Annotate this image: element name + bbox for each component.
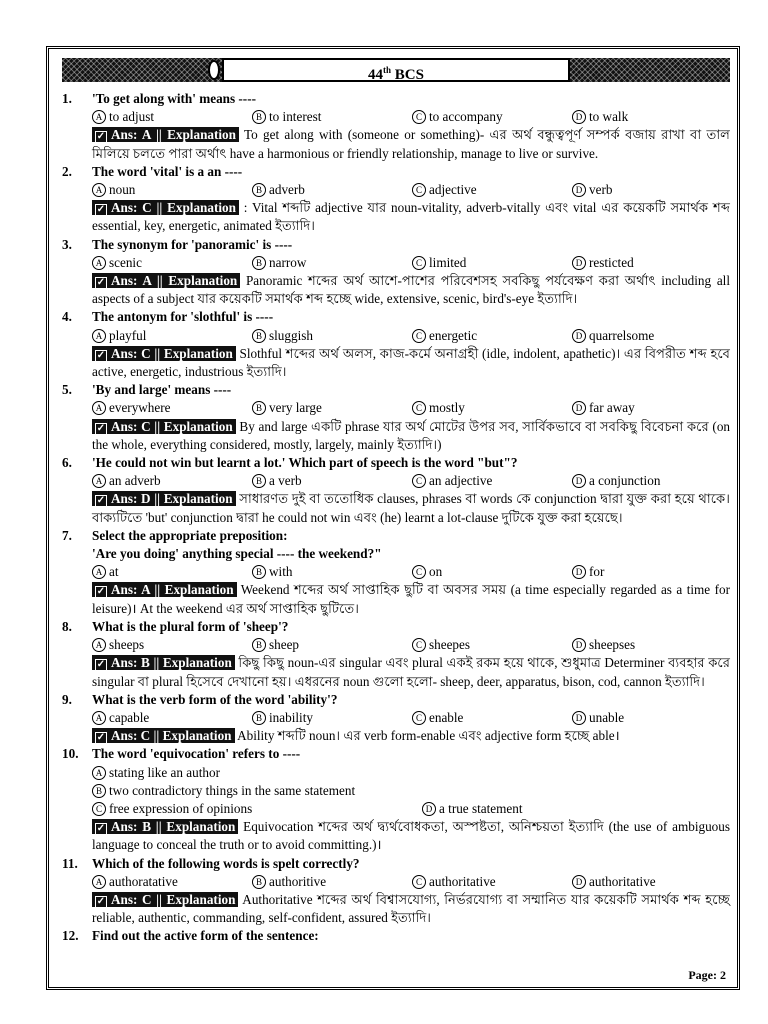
- option-letter-icon: C: [412, 183, 426, 197]
- option-b: [252, 181, 412, 199]
- question-text: 'By and large' means ----: [92, 382, 232, 398]
- option-row: [62, 108, 730, 126]
- question-text: Which of the following words is spelt correctly?: [92, 855, 360, 871]
- question-text: What is the plural form of 'sheep'?: [92, 618, 289, 634]
- option-c: [412, 327, 572, 345]
- question-number: 7.: [62, 527, 72, 543]
- option-c: [412, 399, 572, 417]
- option-c: [412, 563, 572, 581]
- option-d: [572, 563, 732, 581]
- option-letter-icon: A: [92, 711, 106, 725]
- option-text: sheepses: [589, 637, 636, 653]
- option-text: authoritative: [429, 873, 496, 889]
- option-letter-icon: D: [572, 474, 586, 488]
- answer-explanation: [62, 581, 730, 617]
- checkbox-icon: ✓: [96, 659, 106, 671]
- question-5: [62, 381, 730, 454]
- answer-badge: ✓ Ans: B || Explanation: [92, 819, 238, 834]
- option-b: [252, 873, 412, 891]
- option-b: [252, 399, 412, 417]
- option-b: [252, 472, 412, 490]
- question-number: 1.: [62, 91, 72, 106]
- answer-explanation: [62, 199, 730, 235]
- option-a: [92, 327, 252, 345]
- answer-badge: ✓ Ans: C || Explanation: [92, 728, 235, 743]
- option-d: [572, 254, 732, 272]
- question-number: 12.: [62, 928, 79, 944]
- question-head: [62, 236, 730, 254]
- checkbox-icon: ✓: [96, 131, 106, 143]
- question-text: What is the verb form of the word 'ability'?: [92, 691, 338, 707]
- option-d: [572, 108, 732, 126]
- option-a: [92, 765, 220, 780]
- page-header: [62, 58, 730, 82]
- checkbox-icon: ✓: [96, 732, 106, 744]
- question-text: Find out the active form of the sentence:: [92, 928, 319, 944]
- option-text: at: [109, 564, 119, 580]
- option-letter-icon: B: [252, 474, 266, 488]
- option-letter-icon: D: [572, 638, 586, 652]
- question-number: 5.: [62, 382, 72, 398]
- option-letter-icon: C: [412, 401, 426, 415]
- option-text: inability: [269, 709, 313, 725]
- checkbox-icon: ✓: [96, 277, 106, 289]
- option-a: [92, 472, 252, 490]
- option-letter-icon: B: [252, 183, 266, 197]
- option-text: quarrelsome: [589, 327, 655, 343]
- option-row: [62, 472, 730, 490]
- explanation-text: Equivocation শব্দের অর্থ দ্ব্যর্থবোধকতা, অস্পষ্টতা, অনিশ্চয়তা ইত্যাদি (the use of ambiguous language to conceal the truth or to avoid committing.)।: [92, 819, 730, 853]
- option-text: an adverb: [109, 473, 161, 489]
- page-title: 44th BCS: [222, 58, 570, 82]
- option-text: authoritive: [269, 873, 327, 889]
- checkbox-icon: ✓: [96, 586, 106, 598]
- question-10: [62, 745, 730, 854]
- question-text: The synonym for 'panoramic' is ----: [92, 236, 293, 252]
- option-letter-icon: D: [422, 802, 436, 816]
- option-letter-icon: C: [412, 638, 426, 652]
- option-c: [412, 873, 572, 891]
- option-c: [412, 636, 572, 654]
- question-text-2: 'Are you doing' anything special ---- the weekend?": [92, 546, 382, 562]
- answer-explanation: [62, 272, 730, 308]
- explanation-text: সাধারণত দুই বা ততোধিক clauses, phrases বা words কে conjunction দ্বারা যুক্ত করা হয়ে থাকে। বাক্যটিতে 'but' conjunction দ্বারা he could not win এবং (he) learnt a lot-clause দুটিকে যুক্ত করা হয়েছে।: [92, 491, 731, 525]
- option-text: for: [589, 564, 605, 580]
- question-number: 2.: [62, 163, 72, 179]
- option-row: [62, 636, 730, 654]
- option-d: [572, 181, 732, 199]
- answer-badge: ✓ Ans: C || Explanation: [92, 892, 238, 907]
- header-decor-right: [570, 58, 730, 82]
- header-knot-left: [208, 60, 220, 80]
- page-number: Page: 2: [688, 968, 726, 982]
- option-b: [252, 108, 412, 126]
- option-text: free expression of opinions: [109, 800, 253, 816]
- option-letter-icon: B: [252, 329, 266, 343]
- option-text: mostly: [429, 400, 465, 416]
- option-c: [412, 472, 572, 490]
- option-b: [252, 563, 412, 581]
- question-7: [62, 527, 730, 618]
- option-row: [62, 254, 730, 272]
- option-letter-icon: A: [92, 110, 106, 124]
- option-b: [252, 254, 412, 272]
- option-letter-icon: D: [572, 110, 586, 124]
- option-row: [62, 873, 730, 891]
- option-c: [412, 709, 572, 727]
- answer-badge: ✓ Ans: C || Explanation: [92, 200, 239, 215]
- option-row: [62, 181, 730, 199]
- option-c: [92, 801, 252, 816]
- question-head: [62, 927, 730, 945]
- option-letter-icon: A: [92, 565, 106, 579]
- option-text: enable: [429, 709, 464, 725]
- option-text: to accompany: [429, 109, 503, 125]
- question-head: [62, 745, 730, 763]
- option-a: [92, 108, 252, 126]
- option-a: [92, 181, 252, 199]
- question-head-cont: [62, 545, 730, 563]
- option-text: everywhere: [109, 400, 171, 416]
- option-letter-icon: A: [92, 401, 106, 415]
- option-text: authoritative: [589, 873, 656, 889]
- option-letter-icon: C: [412, 565, 426, 579]
- option-text: playful: [109, 327, 147, 343]
- question-head: [62, 90, 730, 108]
- option-d: [572, 327, 732, 345]
- question-number: 10.: [62, 746, 79, 762]
- option-c: [412, 181, 572, 199]
- explanation-text: কিছু কিছু noun-এর singular এবং plural একই রকম হয়ে থাকে, শুধুমাত্র Determiner ব্যবহার করে singular বা plural হিসেবে দেখানো হয়। এধরনের noun গুলো হলো- sheep, deer, apparatus, bison, cod, cannon ইত্যাদি।: [92, 655, 730, 689]
- explanation-text: To get along with (someone or something)- এর অর্থ বন্ধুত্বপূর্ণ সম্পর্ক বজায় রাখা বা তাল মিলিয়ে চলতে পারা অর্থাৎ have a harmonious or friendly relationship, manage to live or survive.: [92, 127, 731, 161]
- option-letter-icon: B: [252, 638, 266, 652]
- question-head: [62, 454, 730, 472]
- option-row: [62, 764, 730, 782]
- option-letter-icon: A: [92, 329, 106, 343]
- option-letter-icon: A: [92, 474, 106, 488]
- option-text: sluggish: [269, 327, 313, 343]
- option-letter-icon: B: [252, 110, 266, 124]
- option-a: [92, 873, 252, 891]
- option-c: [412, 108, 572, 126]
- option-row: [62, 399, 730, 417]
- question-text: 'He could not win but learnt a lot.' Which part of speech is the word "but"?: [92, 455, 518, 471]
- question-head: [62, 308, 730, 326]
- question-text: The word 'equivocation' refers to ----: [92, 746, 301, 762]
- question-head: [62, 527, 730, 545]
- option-letter-icon: B: [252, 401, 266, 415]
- option-row: [62, 709, 730, 727]
- answer-badge: ✓ Ans: A || Explanation: [92, 582, 237, 597]
- option-row: [62, 782, 730, 800]
- question-text: The word 'vital' is a an ----: [92, 163, 243, 179]
- option-letter-icon: A: [92, 256, 106, 270]
- option-text: a conjunction: [589, 473, 661, 489]
- option-letter-icon: D: [572, 401, 586, 415]
- answer-badge: ✓ Ans: D || Explanation: [92, 491, 236, 506]
- question-text: Select the appropriate preposition:: [92, 527, 288, 543]
- option-text: authoratative: [109, 873, 178, 889]
- option-letter-icon: D: [572, 329, 586, 343]
- option-letter-icon: A: [92, 183, 106, 197]
- explanation-text: Panoramic শব্দের অর্থ আশে-পাশের পরিবেশসহ সবকিছু পর্যবেক্ষণ করা অর্থাৎ including all aspects of a subject যার কয়েকটি সমার্থক শব্দ হচ্ছে wide, extensive, scenic, bird's-eye ইত্যাদি।: [92, 273, 731, 307]
- option-letter-icon: B: [252, 711, 266, 725]
- option-text: resticted: [589, 254, 634, 270]
- question-6: [62, 454, 730, 527]
- option-text: to interest: [269, 109, 322, 125]
- question-head: [62, 618, 730, 636]
- checkbox-icon: ✓: [96, 349, 106, 361]
- option-row: [62, 800, 730, 818]
- option-text: to adjust: [109, 109, 155, 125]
- option-letter-icon: C: [92, 802, 106, 816]
- header-decor-left: [62, 58, 222, 82]
- question-head: [62, 163, 730, 181]
- option-text: a verb: [269, 473, 302, 489]
- answer-badge: ✓ Ans: A || Explanation: [92, 273, 240, 288]
- question-3: [62, 236, 730, 309]
- question-number: 3.: [62, 236, 72, 252]
- option-d: [572, 709, 732, 727]
- option-text: an adjective: [429, 473, 493, 489]
- option-text: limited: [429, 254, 467, 270]
- question-head: [62, 381, 730, 399]
- option-text: adverb: [269, 182, 305, 198]
- option-b: [252, 636, 412, 654]
- option-text: adjective: [429, 182, 477, 198]
- option-letter-icon: D: [572, 183, 586, 197]
- answer-explanation: [62, 490, 730, 526]
- option-text: a true statement: [439, 800, 523, 816]
- option-text: very large: [269, 400, 322, 416]
- option-text: verb: [589, 182, 613, 198]
- question-2: [62, 163, 730, 236]
- option-c: [412, 254, 572, 272]
- question-1: [62, 90, 730, 163]
- option-b: [92, 783, 355, 798]
- option-text: sheepes: [429, 637, 471, 653]
- option-row: [62, 563, 730, 581]
- option-d: [572, 472, 732, 490]
- option-text: stating like an author: [109, 764, 220, 780]
- option-letter-icon: D: [572, 565, 586, 579]
- answer-badge: ✓ Ans: B || Explanation: [92, 655, 235, 670]
- option-letter-icon: C: [412, 474, 426, 488]
- question-number: 4.: [62, 309, 72, 325]
- option-row: [62, 327, 730, 345]
- option-text: noun: [109, 182, 136, 198]
- question-8: [62, 618, 730, 691]
- option-a: [92, 254, 252, 272]
- option-letter-icon: C: [412, 256, 426, 270]
- option-a: [92, 563, 252, 581]
- option-text: sheeps: [109, 637, 145, 653]
- question-4: [62, 308, 730, 381]
- explanation-text: : Vital শব্দটি adjective যার noun-vitality, adverb-vitally এবং vital এর কয়েকটি সমার্থক শব্দ essential, key, energetic, animated ইত্যাদি।: [92, 200, 731, 234]
- question-list: [62, 90, 730, 946]
- option-letter-icon: C: [412, 875, 426, 889]
- answer-explanation: [62, 126, 730, 162]
- option-letter-icon: C: [412, 329, 426, 343]
- explanation-text: Ability শব্দটি noun। এর verb form-enable এবং adjective form হচ্ছে able।: [237, 728, 620, 744]
- option-b: [252, 709, 412, 727]
- option-letter-icon: D: [572, 711, 586, 725]
- option-letter-icon: A: [92, 638, 106, 652]
- answer-badge: ✓ Ans: C || Explanation: [92, 346, 236, 361]
- option-b: [252, 327, 412, 345]
- answer-badge: ✓ Ans: C || Explanation: [92, 419, 236, 434]
- explanation-text: Weekend শব্দের অর্থ সাপ্তাহিক ছুটি বা অবসর সময় (a time especially regarded as a time for leisure)। At the weekend এর অর্থ সাপ্তাহিক ছুটিতে।: [92, 582, 731, 616]
- option-a: [92, 399, 252, 417]
- option-d: [572, 873, 732, 891]
- answer-explanation: [62, 654, 730, 690]
- question-head: [62, 855, 730, 873]
- answer-explanation: [62, 418, 730, 454]
- explanation-text: Slothful শব্দের অর্থ অলস, কাজ-কর্মে অনাগ্রহী (idle, indolent, apathetic)। এর বিপরীত শব্দ হবে active, energetic, industrious ইত্যাদি।: [92, 345, 731, 380]
- option-text: with: [269, 564, 293, 580]
- option-text: to walk: [589, 109, 629, 125]
- answer-explanation: [62, 818, 730, 854]
- answer-explanation: [62, 891, 730, 927]
- answer-explanation: [62, 345, 730, 381]
- checkbox-icon: ✓: [96, 823, 106, 835]
- checkbox-icon: ✓: [96, 495, 106, 507]
- option-text: unable: [589, 709, 625, 725]
- question-text: The antonym for 'slothful' is ----: [92, 309, 274, 325]
- option-letter-icon: D: [572, 875, 586, 889]
- answer-explanation: [62, 727, 730, 745]
- question-number: 11.: [62, 855, 78, 871]
- question-head: [62, 691, 730, 709]
- checkbox-icon: ✓: [96, 895, 106, 907]
- option-letter-icon: A: [92, 875, 106, 889]
- option-text: sheep: [269, 637, 300, 653]
- explanation-text: By and large একটি phrase যার অর্থ মোটের উপর সব, সার্বিকভাবে বা সবকিছু বিবেচনা করে (on the whole, everything considered, mostly, largely, mainly ইত্যাদি।): [92, 418, 731, 452]
- option-letter-icon: C: [412, 110, 426, 124]
- checkbox-icon: ✓: [96, 422, 106, 434]
- option-text: on: [429, 564, 443, 580]
- option-text: far away: [589, 400, 635, 416]
- option-a: [92, 709, 252, 727]
- option-letter-icon: B: [92, 784, 106, 798]
- option-d: [422, 801, 522, 816]
- checkbox-icon: ✓: [96, 204, 106, 216]
- option-a: [92, 636, 252, 654]
- option-d: [572, 636, 732, 654]
- option-letter-icon: B: [252, 565, 266, 579]
- option-text: energetic: [429, 327, 478, 343]
- answer-badge: ✓ Ans: A || Explanation: [92, 127, 239, 142]
- option-text: narrow: [269, 254, 307, 270]
- question-9: [62, 691, 730, 746]
- option-d: [572, 399, 732, 417]
- question-11: [62, 855, 730, 928]
- option-letter-icon: B: [252, 256, 266, 270]
- explanation-text: Authoritative শব্দের অর্থ বিশ্বাসযোগ্য, নির্ভরযোগ্য বা সম্মানিত যার কয়েকটি সমার্থক শব্দ হচ্ছে reliable, authentic, commanding, self-confident, assured ইত্যাদি।: [92, 891, 730, 926]
- option-letter-icon: A: [92, 766, 106, 780]
- option-letter-icon: D: [572, 256, 586, 270]
- question-number: 8.: [62, 618, 72, 634]
- question-number: 6.: [62, 455, 72, 471]
- question-text: 'To get along with' means ----: [92, 91, 256, 106]
- option-text: capable: [109, 709, 150, 725]
- option-text: two contradictory things in the same statement: [109, 782, 356, 798]
- option-text: scenic: [109, 254, 142, 270]
- question-12: [62, 927, 730, 945]
- option-letter-icon: C: [412, 711, 426, 725]
- option-letter-icon: B: [252, 875, 266, 889]
- question-number: 9.: [62, 691, 72, 707]
